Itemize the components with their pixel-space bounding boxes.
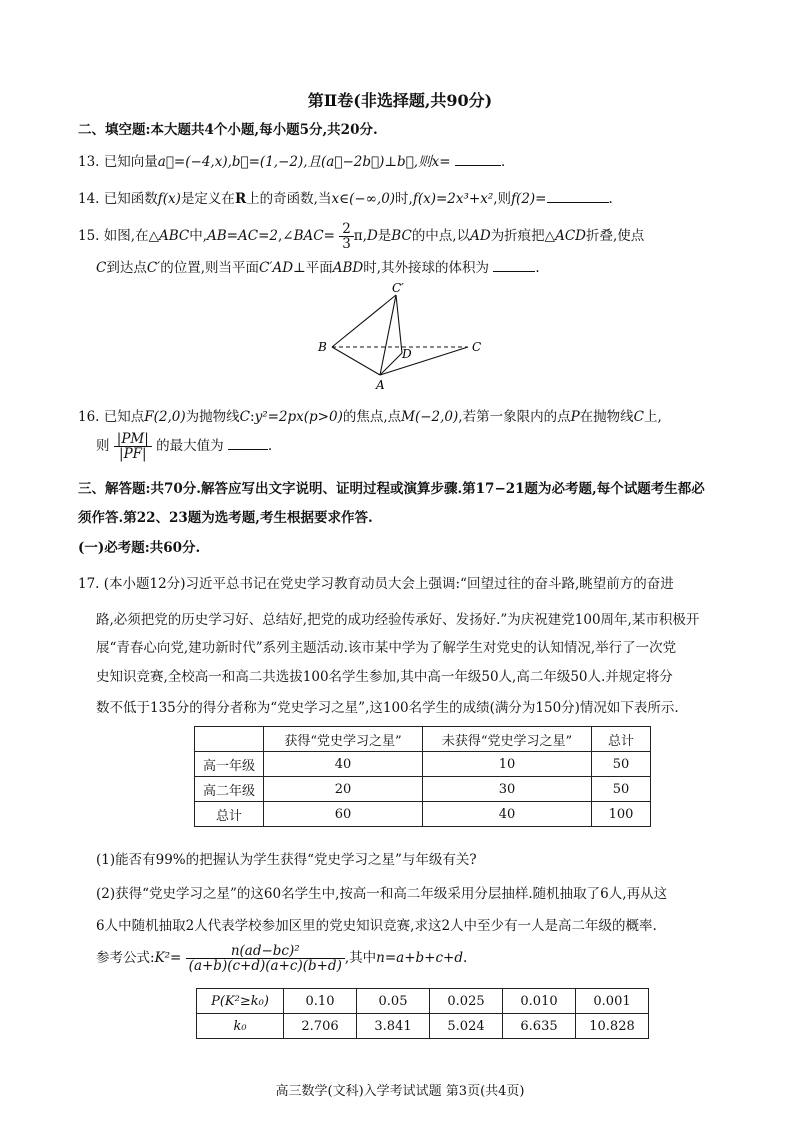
q15-pi: π <box>353 228 363 245</box>
ref-cell: 0.010 <box>503 989 576 1014</box>
q15-l1j: BC <box>391 228 412 245</box>
q13-text-a: 已知向量 <box>103 154 158 170</box>
q17-part2-line1: (2)获得“党史学习之星”的这60名学生中,按高一和高二年级采用分层抽样.随机抽取了6人,再从这 <box>96 886 668 902</box>
q13-end: . <box>500 154 506 170</box>
label-b: B <box>318 340 327 354</box>
q14-text-g: 时, <box>395 191 413 207</box>
q15-l2b: 到达点 <box>106 260 147 276</box>
q15-l2g: ABD <box>332 260 364 276</box>
q15-l2f: ⊥平面 <box>293 260 333 276</box>
table-header-cell <box>195 727 264 752</box>
q17-line2: 路,必须把党的历史学习好、总结好,把党的成功经验传承好、发扬好.”为庆祝建党100周年,某市积极开 <box>96 612 700 628</box>
ref-table-row <box>197 1014 649 1039</box>
q17-data-table <box>194 726 651 827</box>
q14-text-d: R <box>234 191 247 207</box>
formula-end: . <box>462 950 468 967</box>
q15-l1h: D <box>366 228 378 245</box>
ref-cell: 0.05 <box>357 989 430 1014</box>
ref-row2-label: k₀ <box>197 1014 284 1039</box>
q16-l1d: C <box>239 409 250 425</box>
q16-l1c: 为抛物线 <box>185 409 240 425</box>
q13-text-c: x= <box>431 154 451 170</box>
edge-cprime-d <box>396 295 402 353</box>
question-15-line1 <box>78 222 644 251</box>
q14-text-i: ,则 <box>493 191 512 207</box>
q15-l1l: AD <box>470 228 491 245</box>
edge-cprime-a <box>380 295 396 375</box>
q17-line5: 数不低于135分的得分者称为“党史学习之星”,这100名学生的成绩(满分为150分)情况如下表所示. <box>96 700 679 716</box>
formula-numerator: n(ad−bc)² <box>186 944 345 959</box>
table-header-row <box>195 727 651 752</box>
question-13 <box>78 150 505 170</box>
q16-l1h: M(−2,0) <box>401 409 459 425</box>
q17-line1 <box>78 572 674 592</box>
q16-fraction <box>114 432 152 461</box>
q13-answer-blank[interactable] <box>455 153 501 166</box>
q17-part2-line2: 6人中随机抽取2人代表学校参加区里的党史知识竞赛,求这2人中至少有一人是高二年级的概率. <box>96 918 657 934</box>
q14-text-f: x∈(−∞,0) <box>331 191 396 207</box>
ref-cell: 2.706 <box>284 1014 357 1039</box>
part2-heading: 二、填空题:本大题共4个小题,每小题5分,共20分. <box>78 122 378 138</box>
question-15-line2 <box>96 256 540 276</box>
table-row <box>195 802 651 827</box>
q16-l1g: 的焦点,点 <box>342 409 402 425</box>
formula-label: 参考公式: <box>96 950 155 967</box>
q16-l1l: C <box>633 409 645 425</box>
ref-cell: 3.841 <box>357 1014 430 1039</box>
ref-cell: 5.024 <box>430 1014 503 1039</box>
part3-heading-line2: 须作答.第22、23题为选考题,考生根据要求作答. <box>78 510 373 526</box>
edge-b-a <box>332 347 380 375</box>
q17-line3: 展“青春心向党,建功新时代”系列主题活动.该市某中学为了解学生对党史的认知情况,举行了一次党 <box>96 640 677 656</box>
section-title: 第Ⅱ卷(非选择题,共90分) <box>307 91 493 110</box>
q16-frac-den: |PF| <box>119 446 147 463</box>
q15-l1o: 折叠,使点 <box>585 228 645 245</box>
question-16-line1 <box>78 405 662 425</box>
formula-tail-b: n=a+b+c+d <box>376 950 463 967</box>
formula-k: K²= <box>154 950 182 967</box>
table-cell: 高二年级 <box>195 777 264 802</box>
q15-end: . <box>535 260 540 276</box>
label-a: A <box>376 378 385 392</box>
table-cell: 40 <box>423 802 592 827</box>
q15-number: 15. <box>78 228 100 245</box>
part3-heading-line1: 三、解答题:共70分.解答应写出文字说明、证明过程或演算步骤.第17−21题为必考题,每个试题考生都必 <box>78 481 705 497</box>
table-cell: 高一年级 <box>195 752 264 777</box>
table-cell: 10 <box>423 752 592 777</box>
q15-l1b: ABC <box>158 228 190 245</box>
q16-frac-num: |PM| <box>114 432 152 447</box>
q16-l1m: 上, <box>644 409 662 425</box>
label-d: D <box>402 347 412 361</box>
reference-table <box>196 988 649 1039</box>
q15-l1i: 是 <box>377 228 392 245</box>
q16-l1j: P <box>570 409 580 425</box>
q16-l1a: 已知点 <box>103 409 145 425</box>
q16-l2b: 的最大值为 <box>156 438 224 455</box>
table-header-cell: 获得“党史学习之星” <box>264 727 423 752</box>
q13-text-b: a⃗=(−4,x),b⃗=(1,−2),且(a⃗−2b⃗)⊥b⃗,则 <box>157 154 432 170</box>
formula-fraction <box>186 944 345 973</box>
formula-tail-a: ,其中 <box>344 950 377 967</box>
edge-a-c <box>380 347 468 375</box>
formula-denominator: (a+b)(c+d)(a+c)(b+d) <box>188 958 342 975</box>
table-cell: 50 <box>592 752 651 777</box>
label-c: C <box>472 340 482 354</box>
q15-l1e: ,∠ <box>277 228 294 245</box>
q15-answer-blank[interactable] <box>493 259 535 272</box>
q17-line4: 史知识竞赛,全校高一和高二共选拔100名学生参加,其中高一年级50人,高二年级50人.并规定将分 <box>96 669 673 685</box>
table-cell: 总计 <box>195 802 264 827</box>
q15-l1f: BAC= <box>293 228 335 245</box>
q14-text-e: 上的奇函数,当 <box>246 191 332 207</box>
table-cell: 40 <box>264 752 423 777</box>
part3-subheading: (一)必考题:共60分. <box>78 540 201 556</box>
q15-l1d: AB=AC=2 <box>207 228 278 245</box>
edge-b-cprime <box>332 295 396 347</box>
question-16-line2 <box>96 432 272 461</box>
ref-cell: 0.10 <box>284 989 357 1014</box>
ref-cell: 0.025 <box>430 989 503 1014</box>
q16-l1i: ,若第一象限内的点 <box>458 409 571 425</box>
q16-end: . <box>267 438 273 455</box>
table-cell: 50 <box>592 777 651 802</box>
q14-end: . <box>608 191 613 207</box>
q15-frac-den: 3 <box>342 236 351 253</box>
q15-frac-num: 2 <box>339 222 354 237</box>
q16-l1f: y²=2px(p>0) <box>254 409 343 425</box>
ref-cell: 10.828 <box>576 1014 649 1039</box>
q16-l1b: F(2,0) <box>144 409 186 425</box>
q15-l1n: ACD <box>555 228 586 245</box>
ref-cell: 0.001 <box>576 989 649 1014</box>
table-row <box>195 752 651 777</box>
label-c-prime: C′ <box>392 281 404 295</box>
q17-part1: (1)能否有99%的把握认为学生获得“党史学习之星”与年级有关? <box>96 852 477 868</box>
q15-l2e: C′AD <box>259 260 294 276</box>
q14-answer-blank[interactable] <box>547 190 609 203</box>
q14-text-j: f(2)= <box>511 191 547 207</box>
q14-text-c: 是定义在 <box>180 191 235 207</box>
table-cell: 30 <box>423 777 592 802</box>
q15-fraction <box>339 222 354 251</box>
ref-row1-label: P(K²≥k₀) <box>197 989 284 1014</box>
q16-answer-blank[interactable] <box>228 437 268 450</box>
q16-l1k: 在抛物线 <box>579 409 634 425</box>
table-cell: 20 <box>264 777 423 802</box>
table-cell: 60 <box>264 802 423 827</box>
table-header-cell: 总计 <box>592 727 651 752</box>
q14-text-h: f(x)=2x³+x² <box>412 191 494 207</box>
question-14 <box>78 187 613 207</box>
page-footer: 高三数学(文科)入学考试试题 第3页(共4页) <box>275 1084 525 1099</box>
q14-text-b: f(x) <box>157 191 181 207</box>
q17-formula <box>96 944 467 973</box>
q14-number: 14. <box>78 191 100 207</box>
q17-line1-text: (本小题12分)习近平总书记在党史学习教育动员大会上强调:“回望过往的奋斗路,眺望前方的奋进 <box>103 576 674 592</box>
q14-text-a: 已知函数 <box>103 191 158 207</box>
q15-l1a: 如图,在△ <box>103 228 159 245</box>
q15-l2d: 的位置,则当平面 <box>160 260 260 276</box>
q16-l1e: : <box>250 409 255 425</box>
geometry-figure <box>310 280 500 392</box>
q15-l1g: , <box>362 228 367 245</box>
q16-l2a: 则 <box>96 438 110 455</box>
q15-l1c: 中, <box>189 228 208 245</box>
q15-l2c: C′ <box>146 260 161 276</box>
q15-l2h: 时,其外接球的体积为 <box>363 260 490 276</box>
ref-cell: 6.635 <box>503 1014 576 1039</box>
q17-number: 17. <box>78 576 100 592</box>
table-cell: 100 <box>592 802 651 827</box>
q13-number: 13. <box>78 154 100 170</box>
q15-l1m: 为折痕把△ <box>490 228 556 245</box>
table-row <box>195 777 651 802</box>
q16-number: 16. <box>78 409 100 425</box>
table-header-cell: 未获得“党史学习之星” <box>423 727 592 752</box>
ref-table-row <box>197 989 649 1014</box>
q15-l2a: C <box>96 260 107 276</box>
q15-l1k: 的中点,以 <box>411 228 471 245</box>
